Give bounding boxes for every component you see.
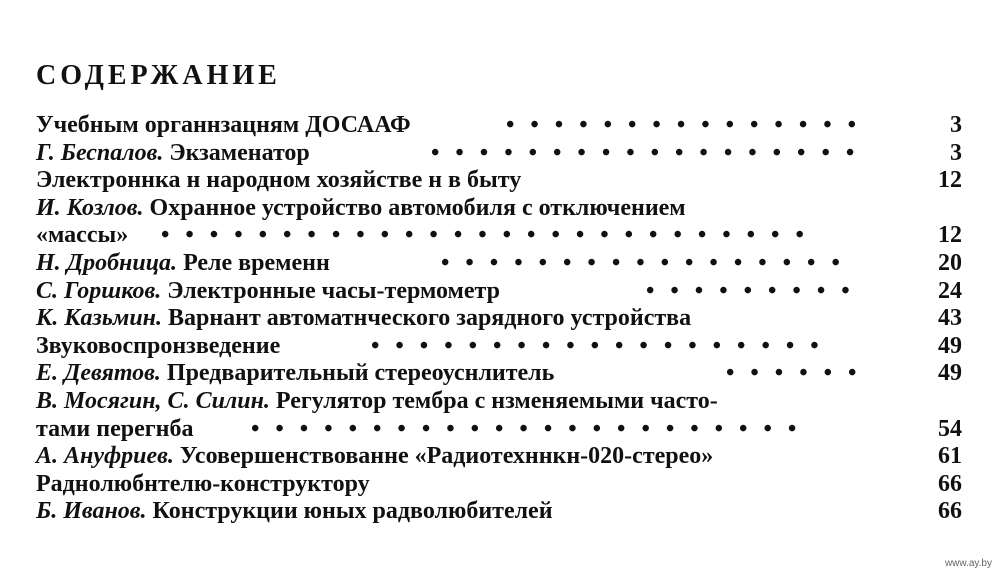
dot-leader: ••••••••••••••••••: [431, 139, 871, 166]
toc-page-number: 61: [938, 443, 962, 470]
toc-author: И. Козлов.: [36, 194, 144, 221]
toc-entry[interactable]: [36, 112, 966, 140]
toc-title: тами перегнба: [36, 415, 194, 442]
watermark: www.ay.by: [944, 558, 992, 569]
toc-title: Конструкции юных радволюбителей: [146, 498, 553, 525]
toc-page-number: 12: [938, 222, 962, 249]
toc-author: Е. Девятов.: [36, 360, 161, 387]
toc-author: В. Мосягин, С. Силин.: [36, 387, 270, 414]
toc-entry-text: [36, 167, 521, 195]
toc-title: Экзаменатор: [163, 139, 310, 166]
toc-entry-text: [36, 443, 713, 471]
toc-page-number: 12: [938, 167, 962, 194]
toc-page-number: 66: [938, 470, 962, 497]
toc-entry[interactable]: [36, 388, 966, 416]
toc-title: Усовершенствованне «Радиотехннкн-020-стерео»: [173, 443, 714, 470]
table-of-contents: [36, 112, 966, 526]
toc-page-number: 49: [938, 332, 962, 359]
toc-title: Охранное устройство автомобиля с отключением: [143, 194, 686, 221]
toc-entry-text: [36, 195, 686, 223]
toc-entry-text: [36, 333, 280, 361]
toc-entry-text: [36, 305, 691, 333]
toc-title: Раднолюбнтелю-конструктору: [36, 470, 370, 497]
toc-entry-text: [36, 250, 330, 278]
toc-author: Г. Беспалов.: [36, 139, 164, 166]
toc-page-number: 43: [938, 305, 962, 332]
toc-entry-text: [36, 222, 128, 250]
toc-page-number: 54: [938, 415, 962, 442]
toc-author: Н. Дробница.: [36, 249, 178, 276]
toc-entry[interactable]: [36, 416, 966, 444]
toc-title: Электроннка н народном хозяйстве н в быту: [36, 167, 522, 194]
toc-page-number: 20: [938, 249, 962, 276]
toc-author: К. Казьмин.: [36, 305, 162, 332]
toc-entry[interactable]: [36, 195, 966, 223]
toc-title: Реле временн: [177, 249, 330, 276]
toc-page-number: 3: [950, 139, 962, 166]
toc-entry-text: [36, 278, 500, 306]
toc-entry[interactable]: [36, 305, 966, 333]
toc-entry-text: [36, 498, 553, 526]
toc-title: Звуковоспронзведение: [36, 332, 281, 359]
dot-leader: •••••••••••••••••••••••••••: [161, 222, 820, 249]
toc-entry[interactable]: [36, 140, 966, 168]
toc-entry-text: [36, 360, 554, 388]
toc-entry[interactable]: [36, 167, 966, 195]
toc-entry[interactable]: [36, 222, 966, 250]
dot-leader: •••••••••••••••: [506, 112, 873, 138]
toc-entry[interactable]: [36, 498, 966, 526]
toc-page-number: 24: [938, 277, 962, 304]
dot-leader: •••••••••••••••••••••••: [251, 415, 813, 442]
dot-leader: •••••••••••••••••••: [371, 332, 835, 359]
toc-title: Электронные часы-термометр: [161, 277, 500, 304]
toc-entry[interactable]: [36, 471, 966, 499]
toc-entry[interactable]: [36, 250, 966, 278]
toc-page-number: 3: [950, 112, 962, 138]
toc-title: Учебным органнзацням ДОСААФ: [36, 112, 411, 138]
toc-author: Б. Иванов.: [36, 498, 147, 525]
toc-entry-text: [36, 112, 411, 140]
toc-entry-text: [36, 140, 310, 168]
dot-leader: ••••••: [726, 360, 873, 387]
toc-title: «массы»: [36, 222, 129, 249]
toc-entry-text: [36, 416, 193, 444]
toc-author: С. Горшков.: [36, 277, 162, 304]
toc-title: Предварительный стереоуснлитель: [160, 360, 555, 387]
toc-entry[interactable]: [36, 333, 966, 361]
toc-entry[interactable]: [36, 443, 966, 471]
toc-entry[interactable]: [36, 360, 966, 388]
toc-page-number: 66: [938, 498, 962, 525]
page-title: СОДЕРЖАНИЕ: [36, 60, 281, 91]
toc-author: А. Ануфриев.: [36, 443, 174, 470]
toc-title: Регулятор тембра с нзменяемыми часто-: [269, 387, 718, 414]
toc-entry-text: [36, 471, 370, 499]
dot-leader: •••••••••: [646, 277, 866, 304]
toc-entry[interactable]: [36, 278, 966, 306]
toc-entry-text: [36, 388, 718, 416]
toc-page-number: 49: [938, 360, 962, 387]
dot-leader: •••••••••••••••••: [441, 249, 856, 276]
toc-title: Варнант автоматнческого зарядного устройства: [162, 305, 692, 332]
